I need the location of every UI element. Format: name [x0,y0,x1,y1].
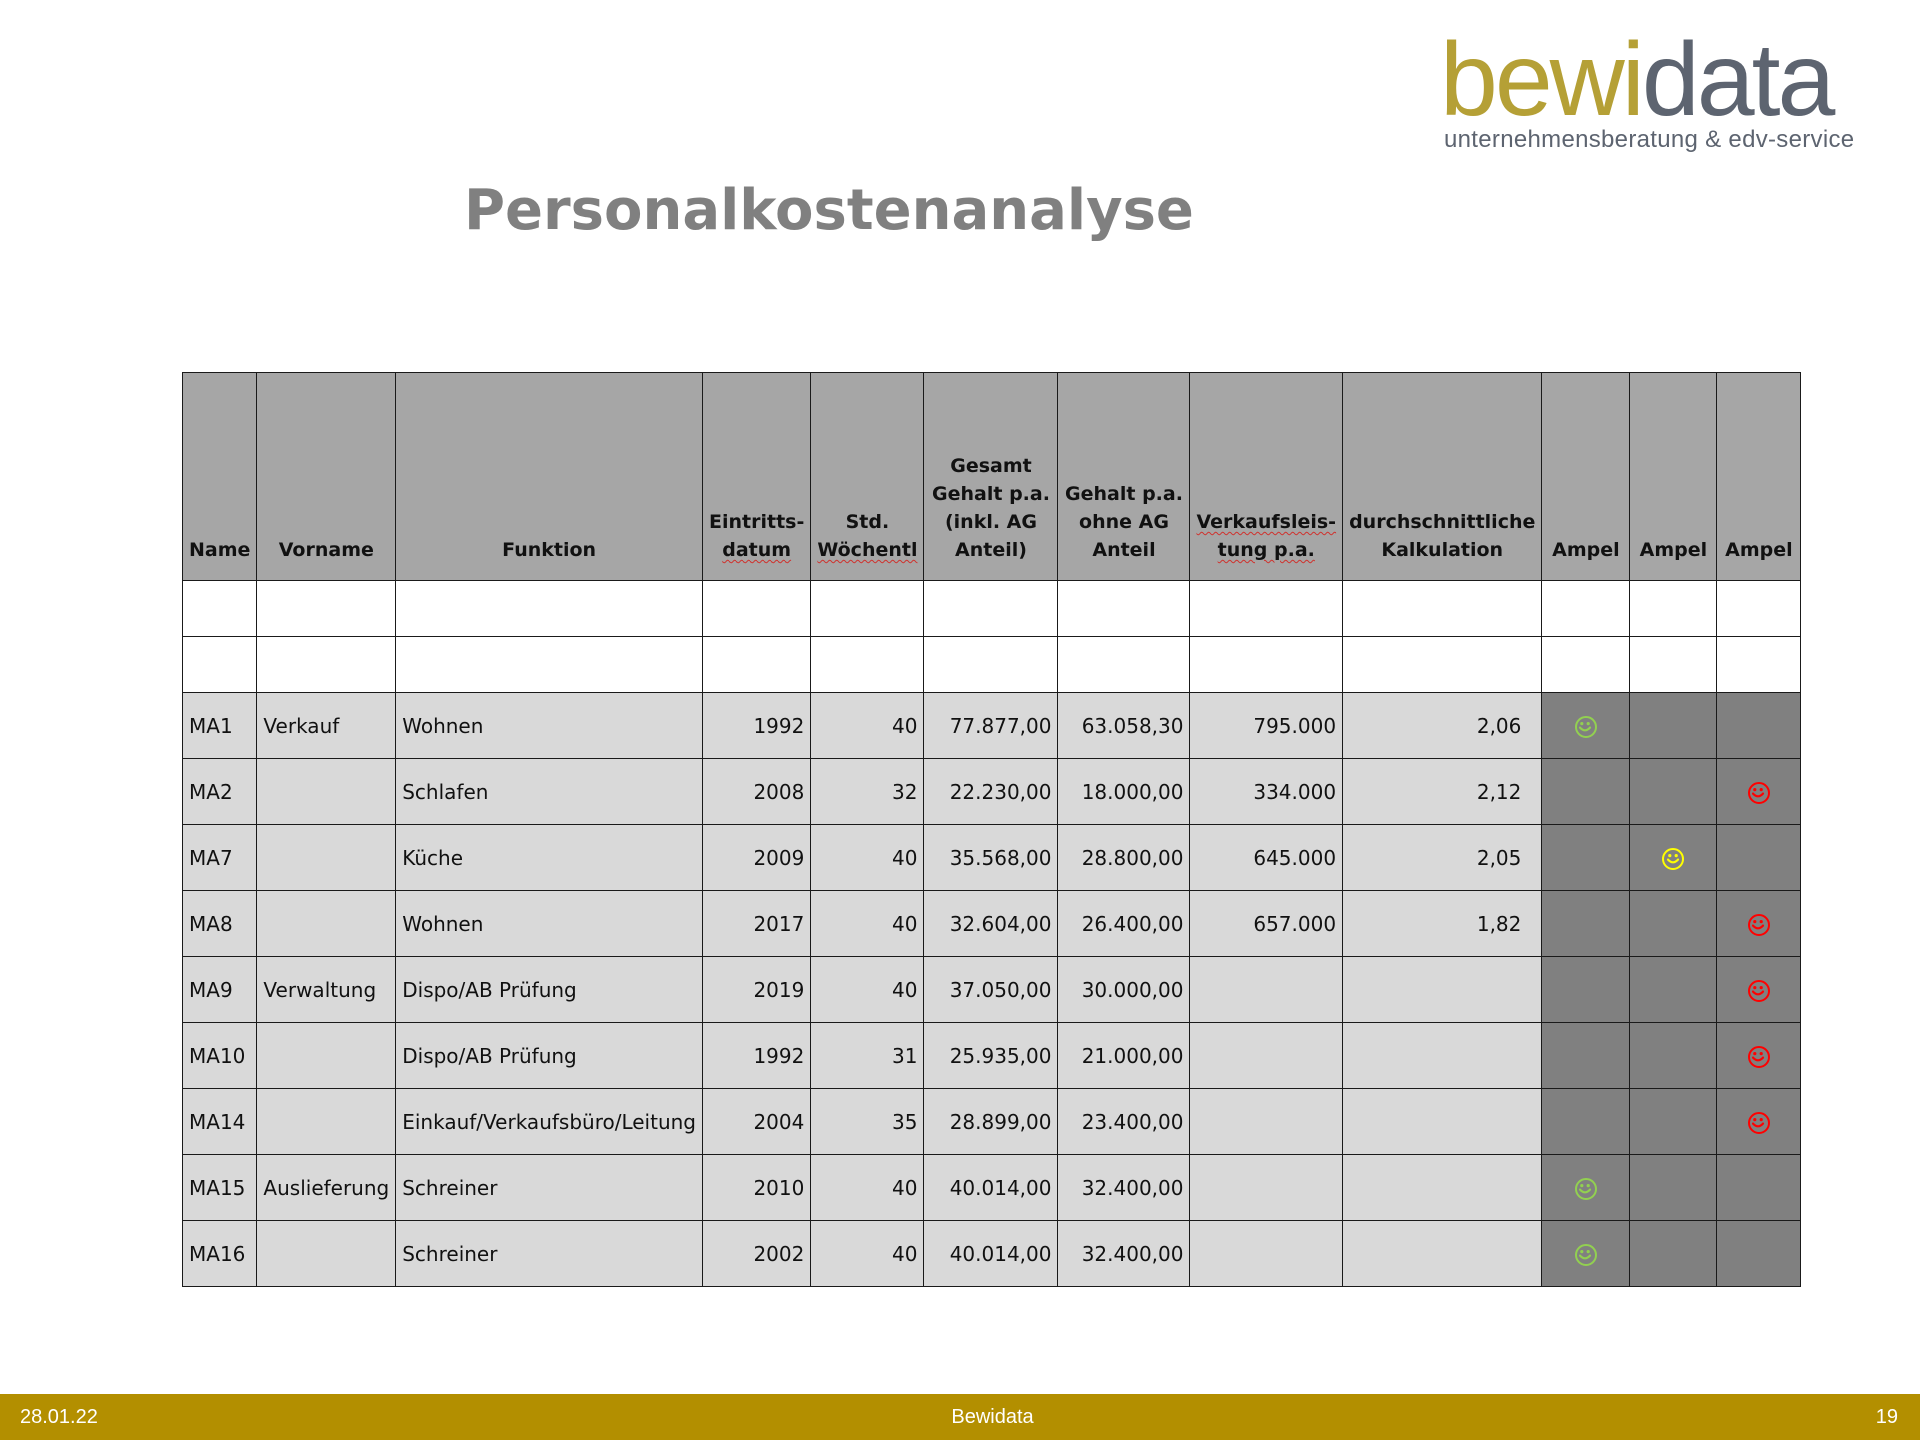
cell-std: 32 [811,759,924,825]
cell-name: MA15 [183,1155,257,1221]
cell-kalk: 2,06 [1343,693,1542,759]
cell-funktion: Dispo/AB Prüfung [396,957,703,1023]
cell-ampel-3 [1717,1155,1801,1221]
cell-gesamt: 40.014,00 [924,1221,1058,1287]
cell-std: 40 [811,957,924,1023]
cell-kalk: 1,82 [1343,891,1542,957]
cell-std: 40 [811,693,924,759]
logo-tagline: unternehmensberatung & edv-service [1444,126,1855,153]
cell-ampel-3 [1717,957,1801,1023]
footer-date: 28.01.22 [20,1406,98,1428]
smiley-green-icon [1575,1244,1597,1266]
cell-gesamt: 37.050,00 [924,957,1058,1023]
footer-company: Bewidata [951,1406,1034,1428]
cell-funktion: Dispo/AB Prüfung [396,1023,703,1089]
cell-gesamt: 40.014,00 [924,1155,1058,1221]
cell-std: 40 [811,1155,924,1221]
cell-ampel-3 [1717,825,1801,891]
cell-gehalt: 18.000,00 [1058,759,1190,825]
cell-eintritt: 2002 [703,1221,811,1287]
cell-kalk [1343,1023,1542,1089]
cell-ampel-3 [1717,759,1801,825]
cell-ampel-3 [1717,693,1801,759]
cell-verkauf: 657.000 [1190,891,1343,957]
logo-word-part2: data [1641,22,1833,138]
cell-verkauf [1190,1023,1343,1089]
header-ampel-2: Ampel [1630,373,1717,581]
smiley-yellow-icon [1662,848,1684,870]
cell-funktion: Wohnen [396,693,703,759]
cell-vorname: Verwaltung [257,957,396,1023]
table-row [183,825,1801,891]
company-logo [1440,22,1855,154]
cell-gehalt: 23.400,00 [1058,1089,1190,1155]
cell-funktion: Küche [396,825,703,891]
header-ampel-3: Ampel [1717,373,1801,581]
cell-verkauf [1190,957,1343,1023]
cell-ampel-1 [1542,693,1630,759]
cell-verkauf [1190,1089,1343,1155]
cell-gehalt: 63.058,30 [1058,693,1190,759]
smiley-red-icon [1748,914,1770,936]
logo-word-part1: bewi [1440,22,1642,138]
cell-ampel-1 [1542,1221,1630,1287]
cell-gehalt: 21.000,00 [1058,1023,1190,1089]
cell-gehalt: 28.800,00 [1058,825,1190,891]
cell-ampel-2 [1630,825,1717,891]
cell-ampel-2 [1630,1089,1717,1155]
cell-ampel-2 [1630,759,1717,825]
cell-gesamt: 25.935,00 [924,1023,1058,1089]
cell-ampel-3 [1717,1023,1801,1089]
cell-ampel-1 [1542,957,1630,1023]
cell-funktion: Wohnen [396,891,703,957]
header-gesamt-gehalt: Gesamt Gehalt p.a. (inkl. AG Anteil) [924,373,1058,581]
cell-vorname [257,825,396,891]
smiley-red-icon [1748,980,1770,1002]
cell-verkauf [1190,1155,1343,1221]
cell-vorname: Auslieferung [257,1155,396,1221]
cell-eintritt: 2004 [703,1089,811,1155]
cell-funktion: Schreiner [396,1221,703,1287]
table-row [183,759,1801,825]
header-verkaufsleistung: Verkaufsleis- tung p.a. [1190,373,1343,581]
table-row [183,1023,1801,1089]
cell-gehalt: 26.400,00 [1058,891,1190,957]
empty-row-1 [183,581,1801,637]
cell-name: MA2 [183,759,257,825]
smiley-red-icon [1748,1046,1770,1068]
cell-gesamt: 35.568,00 [924,825,1058,891]
smiley-red-icon [1748,1112,1770,1134]
cell-name: MA9 [183,957,257,1023]
cell-verkauf [1190,1221,1343,1287]
cell-eintritt: 2009 [703,825,811,891]
cell-ampel-3 [1717,1089,1801,1155]
cell-eintritt: 2010 [703,1155,811,1221]
cell-name: MA7 [183,825,257,891]
cell-name: MA1 [183,693,257,759]
cell-vorname [257,1221,396,1287]
header-name: Name [183,373,257,581]
cell-funktion: Schreiner [396,1155,703,1221]
cell-funktion: Schlafen [396,759,703,825]
table-row [183,891,1801,957]
cell-std: 40 [811,891,924,957]
page-title: Personalkostenanalyse [464,178,1194,243]
cell-name: MA16 [183,1221,257,1287]
cell-ampel-3 [1717,891,1801,957]
cell-funktion: Einkauf/Verkaufsbüro/Leitung [396,1089,703,1155]
cell-kalk: 2,05 [1343,825,1542,891]
cell-kalk [1343,1155,1542,1221]
footer-bar [0,1394,1920,1440]
page-number: 19 [1875,1406,1898,1428]
cell-eintritt: 2019 [703,957,811,1023]
cell-verkauf: 645.000 [1190,825,1343,891]
cell-ampel-2 [1630,891,1717,957]
header-vorname: Vorname [257,373,396,581]
empty-row-2 [183,637,1801,693]
cell-gesamt: 22.230,00 [924,759,1058,825]
header-funktion: Funktion [396,373,703,581]
header-std-woechentl: Std. Wöchentl [811,373,924,581]
cell-std: 40 [811,825,924,891]
cell-eintritt: 2008 [703,759,811,825]
cell-ampel-3 [1717,1221,1801,1287]
cell-kalk [1343,1089,1542,1155]
cell-name: MA8 [183,891,257,957]
cell-ampel-2 [1630,1221,1717,1287]
table-row [183,693,1801,759]
cell-gesamt: 28.899,00 [924,1089,1058,1155]
logo-wordmark [1440,22,1833,138]
header-gehalt-ohne-ag: Gehalt p.a. ohne AG Anteil [1058,373,1190,581]
table-row [183,1221,1801,1287]
cell-std: 40 [811,1221,924,1287]
table-row [183,1155,1801,1221]
cell-std: 31 [811,1023,924,1089]
cell-ampel-1 [1542,759,1630,825]
cell-vorname [257,1089,396,1155]
header-row [183,373,1801,581]
cell-vorname [257,1023,396,1089]
cell-kalk: 2,12 [1343,759,1542,825]
table-row [183,1089,1801,1155]
cell-ampel-2 [1630,1023,1717,1089]
cell-vorname [257,759,396,825]
header-kalkulation: durchschnittliche Kalkulation [1343,373,1542,581]
cell-std: 35 [811,1089,924,1155]
table-row [183,957,1801,1023]
cell-gehalt: 32.400,00 [1058,1221,1190,1287]
cell-eintritt: 1992 [703,1023,811,1089]
smiley-red-icon [1748,782,1770,804]
cell-kalk [1343,957,1542,1023]
cell-gehalt: 32.400,00 [1058,1155,1190,1221]
header-ampel-1: Ampel [1542,373,1630,581]
cell-gesamt: 77.877,00 [924,693,1058,759]
cell-ampel-1 [1542,1023,1630,1089]
cell-ampel-1 [1542,891,1630,957]
smiley-green-icon [1575,1178,1597,1200]
cell-name: MA14 [183,1089,257,1155]
cell-gesamt: 32.604,00 [924,891,1058,957]
personnel-cost-table [182,372,1801,1287]
cell-ampel-2 [1630,957,1717,1023]
cell-name: MA10 [183,1023,257,1089]
cell-eintritt: 1992 [703,693,811,759]
cell-gehalt: 30.000,00 [1058,957,1190,1023]
cell-kalk [1343,1221,1542,1287]
cell-vorname: Verkauf [257,693,396,759]
cell-ampel-1 [1542,1089,1630,1155]
smiley-green-icon [1575,716,1597,738]
cell-verkauf: 795.000 [1190,693,1343,759]
cell-ampel-2 [1630,1155,1717,1221]
cell-ampel-2 [1630,693,1717,759]
cell-verkauf: 334.000 [1190,759,1343,825]
cell-vorname [257,891,396,957]
header-eintrittsdatum: Eintritts- datum [703,373,811,581]
cell-eintritt: 2017 [703,891,811,957]
cell-ampel-1 [1542,1155,1630,1221]
cell-ampel-1 [1542,825,1630,891]
